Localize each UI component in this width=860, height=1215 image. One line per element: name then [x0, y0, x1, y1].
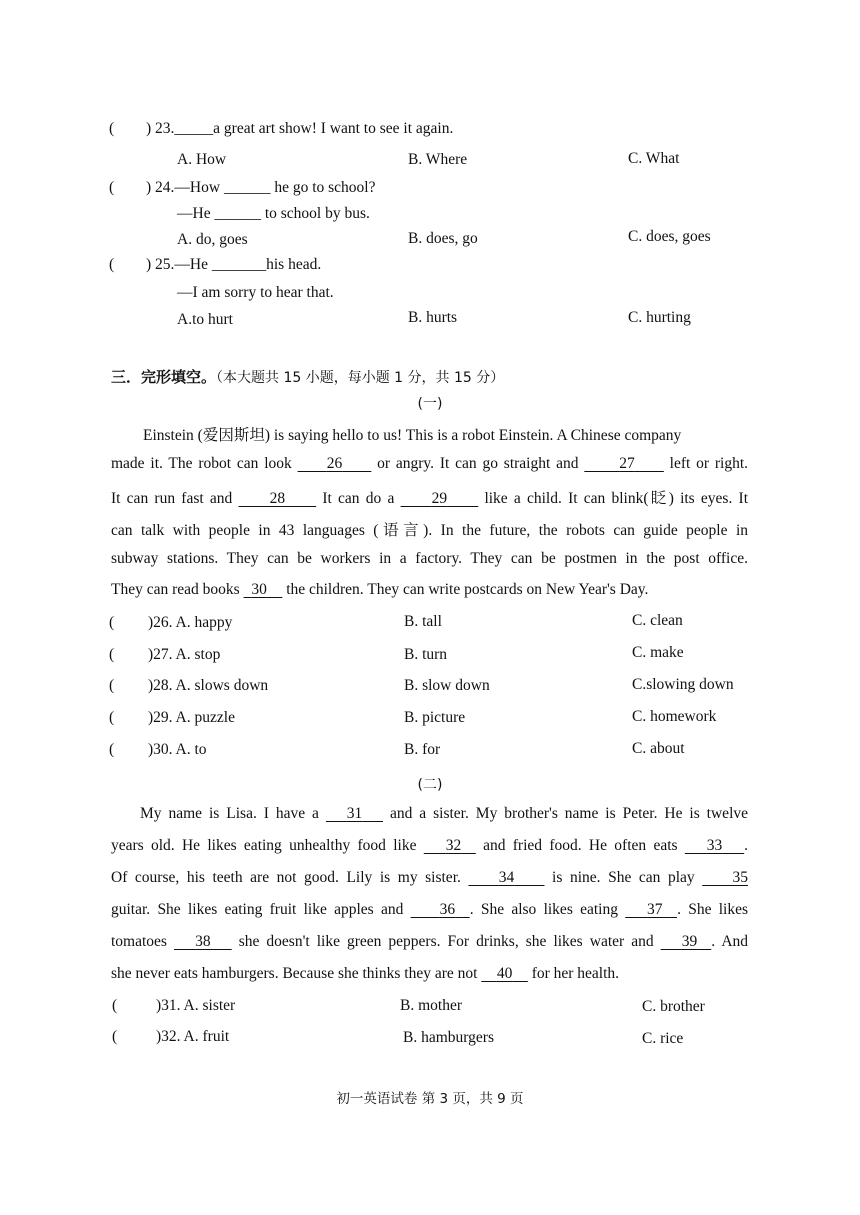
blank-number: 31 — [346, 805, 363, 822]
option-c[interactable]: C. make — [632, 644, 684, 661]
option-a[interactable]: )30. A. to — [148, 741, 207, 758]
blank-28[interactable] — [238, 490, 316, 507]
passage-text: and a sister. My brother's name is Peter. He is twelve — [383, 805, 748, 822]
passage-text: is nine. She can play — [544, 869, 703, 886]
passage-line — [111, 455, 748, 473]
section-heading — [111, 366, 504, 387]
option-c[interactable]: C. hurting — [628, 309, 691, 326]
passage-text: the children. They can write postcards on New Year's Day. — [282, 581, 649, 598]
passage-text: It can run fast and — [111, 490, 239, 507]
passage-line — [111, 550, 748, 568]
option-b[interactable]: B. hurts — [408, 309, 458, 326]
passage-heading: (二) — [417, 777, 443, 793]
page-footer: 初一英语试卷 第 3 页，共 9 页 — [336, 1091, 524, 1107]
blank-number: 39 — [681, 933, 698, 950]
passage-text: They can read books — [111, 581, 244, 598]
passage-text: My name is Lisa. I have a — [140, 805, 326, 822]
passage-line — [111, 933, 748, 951]
passage-text: left or right. — [663, 455, 749, 472]
blank-number: 38 — [195, 933, 211, 950]
blank-number: 33 — [706, 837, 723, 854]
blank-31[interactable] — [326, 805, 383, 822]
section-title: 三．完形填空。 — [111, 368, 217, 386]
passage-line — [111, 869, 748, 887]
blank-39[interactable] — [661, 933, 712, 950]
option-c[interactable]: C. What — [628, 150, 680, 167]
blank-30[interactable] — [244, 581, 283, 598]
passage-text: tomatoes — [111, 933, 174, 950]
option-b[interactable]: B. tall — [404, 613, 442, 630]
blank-number: 35 — [732, 869, 748, 886]
passage-text: for her health. — [527, 965, 620, 982]
blank-32[interactable] — [424, 837, 476, 854]
blank: _______ — [211, 256, 267, 273]
passage-text: Of course, his teeth are not good. Lily is my sister. — [111, 869, 469, 886]
line2-post: to school by bus. — [264, 205, 370, 222]
question-stem — [146, 179, 375, 197]
answer-paren[interactable]: ( — [109, 120, 115, 137]
passage-text: made it. The robot can look — [111, 455, 298, 472]
answer-paren[interactable]: ( — [109, 646, 115, 663]
question-number: ) 24.—How — [146, 179, 221, 196]
stem-text: a great art show! I want to see it again. — [213, 120, 454, 137]
option-b[interactable]: B. does, go — [408, 230, 478, 247]
blank-number: 36 — [439, 901, 456, 918]
passage-line — [143, 423, 748, 445]
answer-paren[interactable]: ( — [109, 741, 115, 758]
question-line2: —I am sorry to hear that. — [177, 284, 334, 301]
passage-text: . She also likes eating — [469, 901, 626, 918]
blank-number: 29 — [431, 490, 448, 507]
option-c[interactable]: C. does, goes — [628, 228, 711, 245]
blank-34[interactable] — [468, 869, 544, 886]
passage-line — [111, 486, 748, 508]
passage-text: . — [744, 837, 749, 854]
passage-line — [111, 518, 748, 540]
passage-text: Einstein (爱因斯坦) is saying hello to us! This is a robot Einstein. A Chinese company — [143, 427, 682, 444]
option-c[interactable]: C. clean — [632, 612, 683, 629]
passage-line — [111, 581, 748, 599]
blank-37[interactable] — [625, 901, 677, 918]
passage-text: or angry. It can go straight and — [371, 455, 585, 472]
blank: _____ — [174, 120, 214, 137]
option-a[interactable]: )27. A. stop — [148, 646, 221, 663]
option-c[interactable]: C. rice — [642, 1030, 684, 1047]
answer-paren[interactable]: ( — [109, 709, 115, 726]
section-subtitle: （本大题共 15 小题，每小题 1 分，共 15 分） — [216, 370, 505, 386]
passage-text: she doesn't like green peppers. For drinks, she likes water and — [231, 933, 661, 950]
passage-text: and fried food. He often eats — [475, 837, 685, 854]
blank-number: 40 — [496, 965, 513, 982]
blank-29[interactable] — [401, 490, 479, 507]
option-a[interactable]: A. How — [177, 151, 227, 168]
stem-text: he go to school? — [274, 179, 376, 196]
answer-paren[interactable]: ( — [112, 997, 118, 1014]
option-a[interactable]: )31. A. sister — [156, 997, 236, 1014]
option-c[interactable]: C.slowing down — [632, 676, 734, 693]
passage-text: can talk with people in 43 languages (语言). In the future, the robots can guide people in — [111, 522, 748, 539]
passage-text: years old. He likes eating unhealthy food like — [111, 837, 424, 854]
blank-27[interactable] — [584, 455, 664, 472]
blank-number: 32 — [445, 837, 462, 854]
line2-pre: —He — [177, 205, 211, 222]
option-b[interactable]: B. Where — [408, 151, 468, 168]
option-a[interactable]: A.to hurt — [177, 311, 233, 328]
stem-text: his head. — [266, 256, 322, 273]
passage-heading: (一) — [417, 396, 443, 412]
passage-line — [111, 837, 748, 855]
passage-line — [111, 901, 748, 919]
question-number: ) 23. — [146, 120, 175, 137]
option-a[interactable]: A. do, goes — [177, 231, 248, 248]
option-b[interactable]: B. mother — [400, 997, 462, 1014]
option-b[interactable]: B. hamburgers — [403, 1029, 494, 1046]
question-number: ) 25.—He — [146, 256, 208, 273]
answer-paren[interactable]: ( — [112, 1028, 118, 1045]
blank-number: 34 — [498, 869, 515, 886]
option-a[interactable]: )28. A. slows down — [148, 677, 269, 694]
passage-text: guitar. She likes eating fruit like apples and — [111, 901, 411, 918]
blank-40[interactable] — [481, 965, 528, 982]
passage-text: It can do a — [316, 490, 401, 507]
option-a[interactable]: )26. A. happy — [148, 614, 233, 631]
blank-26[interactable] — [298, 455, 372, 472]
option-b[interactable]: B. for — [404, 741, 441, 758]
passage-text: she never eats hamburgers. Because she thinks they are not — [111, 965, 482, 982]
passage-text: . She likes — [677, 901, 749, 918]
passage-line — [140, 805, 748, 823]
question-stem — [146, 120, 453, 138]
option-b[interactable]: B. turn — [404, 646, 448, 663]
passage-line — [111, 965, 748, 983]
blank: ______ — [223, 179, 271, 196]
question-line2 — [177, 205, 370, 223]
answer-paren[interactable]: ( — [109, 614, 115, 631]
blank-36[interactable] — [411, 901, 470, 918]
blank-33[interactable] — [685, 837, 744, 854]
option-a[interactable]: )32. A. fruit — [156, 1028, 230, 1045]
option-c[interactable]: C. brother — [642, 998, 705, 1015]
passage-text: . And — [711, 933, 749, 950]
blank: ______ — [214, 205, 261, 222]
option-c[interactable]: C. homework — [632, 708, 717, 725]
blank-number: 37 — [647, 901, 663, 918]
blank-number: 26 — [326, 455, 343, 472]
option-b[interactable]: B. picture — [404, 709, 466, 726]
passage-text: subway stations. They can be workers in a factory. They can be postmen in the post office. — [111, 550, 748, 567]
blank-number: 28 — [269, 490, 286, 507]
passage-text: like a child. It can blink(眨) its eyes. It — [478, 490, 749, 507]
option-b[interactable]: B. slow down — [404, 677, 490, 694]
answer-paren[interactable]: ( — [109, 179, 115, 196]
answer-paren[interactable]: ( — [109, 677, 115, 694]
answer-paren[interactable]: ( — [109, 256, 115, 273]
blank-number: 30 — [251, 581, 267, 598]
blank-35[interactable] — [702, 869, 748, 886]
blank-number: 27 — [619, 455, 635, 472]
question-stem — [146, 256, 321, 274]
option-a[interactable]: )29. A. puzzle — [148, 709, 235, 726]
blank-38[interactable] — [174, 933, 232, 950]
option-c[interactable]: C. about — [632, 740, 685, 757]
